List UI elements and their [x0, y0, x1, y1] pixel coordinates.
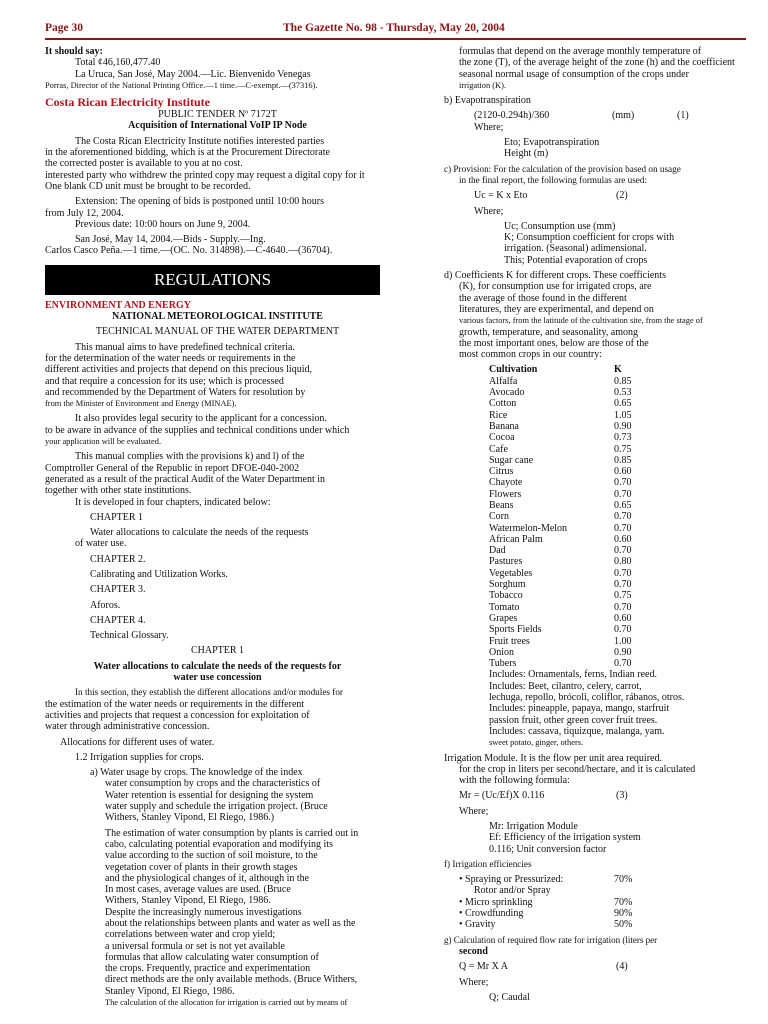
k-table-crop: Sorghum: [489, 579, 526, 591]
formula-1-unit: (mm): [612, 110, 635, 122]
paragraph-line: and that require a concession for its use; which is processed: [45, 375, 284, 387]
correction-sig2: Porras, Director of the National Printing Office.—1 time.—C-exempt.—(37316).: [45, 80, 318, 90]
formula-3-number: (3): [616, 790, 628, 802]
chapter-1-title-cont: of water use.: [75, 538, 127, 550]
chapter-2-label: CHAPTER 2.: [90, 553, 146, 565]
allocations-heading: Allocations for different uses of water.: [60, 736, 215, 748]
k-table-crop: Chayote: [489, 477, 523, 489]
correction-total: Total ¢46,160,477.40: [75, 57, 161, 69]
k-table-crop: Dad: [489, 545, 506, 557]
item-a-line: Withers, Stanley Vipond, El Riego, 1986.): [105, 812, 275, 824]
formula-intro-line: the zone (T), of the average height of the zone (h) and the coefficient: [459, 57, 735, 69]
tender-line: One blank CD unit must be brought to be recorded.: [45, 180, 251, 192]
k-table-row: [489, 556, 750, 567]
where-label: Where;: [474, 205, 504, 217]
k-table-crop: Grapes: [489, 612, 518, 624]
efficiency-value: 70%: [614, 874, 633, 886]
chapter-subtitle: Water allocations to calculate the needs of the requests for: [93, 660, 342, 672]
where-item: K; Consumption coefficient for crops with: [504, 232, 675, 244]
k-table-crop: Tubers: [489, 658, 517, 670]
correction-heading: It should say:: [45, 46, 103, 57]
k-table-value: 0.75: [614, 590, 632, 602]
k-table-value: 0.70: [614, 477, 632, 489]
regulations-banner: REGULATIONS: [45, 265, 380, 295]
k-table-row: [489, 500, 750, 511]
includes-line: Includes: pineapple, papaya, mango, starfruit: [489, 703, 670, 715]
formula-1: [444, 110, 750, 121]
k-table-crop: Avocado: [489, 387, 525, 399]
paragraph-line: the estimation of the water needs or requirements in the different: [45, 698, 305, 710]
paragraph-line: It is developed in four chapters, indicated below:: [75, 496, 271, 508]
k-table-value: 0.90: [614, 646, 632, 658]
formula-4-number: (4): [616, 961, 628, 973]
efficiency-row: [459, 897, 750, 908]
item-f-label: f) Irrigation efficiencies: [444, 858, 532, 869]
k-table-crop: Flowers: [489, 488, 522, 500]
k-table-row: [489, 376, 750, 387]
k-table-crop: Onion: [489, 646, 514, 658]
k-table-header-crop: Cultivation: [489, 364, 538, 376]
formula-1-expr: (2120-0.294h)/360: [474, 110, 550, 122]
item-g-line: g) Calculation of required flow rate for irrigation (liters per: [444, 934, 658, 945]
k-coefficient-table: [489, 364, 750, 669]
k-table-value: 0.80: [614, 556, 632, 568]
estimation-line: and the physiological changes of it, although in the: [105, 872, 310, 884]
item-d-line: (K), for consumption use for irrigated crops, are: [459, 281, 652, 293]
efficiency-method: Rotor and/or Spray: [474, 885, 551, 897]
k-table-row: [489, 398, 750, 409]
paragraph-line: and recommended by the Department of Waters for resolution by: [45, 386, 306, 398]
item-d-line: growth, temperature, and seasonality, among: [459, 326, 639, 338]
k-table-crop: African Palm: [489, 533, 543, 545]
k-table-value: 0.75: [614, 443, 632, 455]
includes-line: Includes: Beet, cilantro, celery, carrot,: [489, 680, 642, 692]
tender-title: Acquisition of International VoIP IP Node: [128, 120, 307, 132]
k-table-value: 0.70: [614, 511, 632, 523]
where-item: Eto; Evapotranspiration: [504, 137, 600, 149]
paragraph-line: This manual complies with the provisions k) and l) of the: [75, 451, 305, 463]
manual-title: TECHNICAL MANUAL OF THE WATER DEPARTMENT: [95, 326, 340, 338]
k-table-value: 0.70: [614, 579, 632, 591]
item-e-line: Irrigation Module. It is the flow per unit area required.: [444, 752, 662, 764]
includes-line: Includes: cassava, tiquizque, malanga, yam.: [489, 725, 665, 737]
k-table-row: [489, 613, 750, 624]
k-table-crop: Cocoa: [489, 432, 515, 444]
k-table-crop: Rice: [489, 409, 508, 421]
estimation-line: direct methods are the only available methods. (Bruce Withers,: [105, 974, 358, 986]
k-table-crop: Sports Fields: [489, 624, 542, 636]
k-table-row: [489, 387, 750, 398]
paragraph-line: This manual aims to have predefined technical criteria.: [75, 341, 295, 353]
efficiency-method: • Crowdfunding: [459, 908, 524, 920]
where-item: Mr: Irrigation Module: [489, 821, 578, 832]
k-table-crop: Fruit trees: [489, 635, 530, 647]
k-table-header-k: K: [614, 364, 622, 376]
estimation-line: Withers, Stanley Vipond, El Riego, 1986.: [105, 895, 271, 907]
paragraph-line: Comptroller General of the Republic in report DFOE-040-2002: [45, 462, 300, 474]
where-label: Where;: [459, 805, 489, 817]
ministry-heading: ENVIRONMENT AND ENERGY: [45, 299, 191, 311]
right-column: [444, 46, 750, 1003]
item-g-line: second: [459, 945, 488, 957]
k-table-row: [489, 432, 750, 443]
k-table-value: 0.85: [614, 375, 632, 387]
k-table-row: [489, 489, 750, 500]
paragraph-line: In this section, they establish the different allocations and/or modules for: [75, 687, 343, 698]
k-table-row: [489, 579, 750, 590]
where-label: Where;: [459, 976, 489, 988]
k-table-header: [489, 364, 750, 375]
item-d-line: d) Coefficients K for different crops. These coefficients: [444, 270, 666, 282]
where-item: Ef: Efficiency of the irrigation system: [489, 832, 641, 844]
tender-extension-date: from July 12, 2004.: [45, 207, 124, 219]
k-table-crop: Tobacco: [489, 590, 523, 602]
includes-line: passion fruit, other green cover fruit trees.: [489, 714, 658, 726]
chapter-heading: CHAPTER 1: [190, 645, 245, 657]
tender-previous: Previous date: 10:00 hours on June 9, 2004.: [75, 218, 251, 230]
k-table-row: [489, 477, 750, 488]
page-header: [45, 22, 749, 38]
tender-line: The Costa Rican Electricity Institute notifies interested parties: [75, 135, 325, 147]
k-table-row: [489, 410, 750, 421]
item-d-line: various factors, from the latitude of the cultivation site, from the stage of: [459, 316, 703, 326]
k-table-crop: Alfalfa: [489, 375, 518, 387]
k-table-row: [489, 534, 750, 545]
k-table-value: 0.73: [614, 432, 632, 444]
paragraph-line: from the Minister of Environment and Energy (MINAE).: [45, 399, 237, 409]
formula-intro-line: formulas that depend on the average monthly temperature of: [459, 46, 702, 57]
tender-sig2: Carlos Casco Peña.—1 time.—(OC. No. 314898).—C-4640.—(36704).: [45, 245, 333, 257]
where-item: 0.116; Unit conversion factor: [489, 843, 607, 855]
paragraph-line: your application will be evaluated.: [45, 437, 162, 447]
k-table-crop: Watermelon-Melon: [489, 522, 568, 534]
formula-intro-line: irrigation (K).: [459, 80, 506, 90]
chapter-3-label: CHAPTER 3.: [90, 584, 146, 596]
efficiency-row: [459, 885, 750, 896]
k-table-row: [489, 590, 750, 601]
estimation-line: cabo, calculating potential evaporation and modifying its: [105, 838, 333, 850]
k-table-value: 0.70: [614, 601, 632, 613]
item-d-line: the most important ones, below are those of the: [459, 337, 649, 349]
tender-sig1: San José, May 14, 2004.—Bids - Supply.—Ing.: [75, 234, 266, 246]
includes-line: lechuga, repollo, brócoli, coliflor, rábanos, otros.: [489, 692, 685, 704]
k-table-crop: Beans: [489, 499, 514, 511]
formula-3: [444, 790, 750, 801]
k-table-row: [489, 444, 750, 455]
k-table-value: 0.70: [614, 488, 632, 500]
k-table-value: 0.90: [614, 420, 632, 432]
k-table-value: 0.65: [614, 398, 632, 410]
tender-line: in the aforementioned bidding, which is at the Procurement Directorate: [45, 147, 330, 159]
formula-4-expr: Q = Mr X A: [459, 961, 508, 973]
where-item: irrigation. (Seasonal) adimensional.: [504, 243, 647, 255]
efficiency-method: • Gravity: [459, 919, 496, 931]
paragraph-line: It also provides legal security to the applicant for a concession.: [75, 413, 327, 425]
estimation-line: correlations between water and crop yield;: [105, 929, 276, 941]
item-a-line: water supply and schedule the irrigation project. (Bruce: [105, 801, 328, 813]
k-table-row: [489, 636, 750, 647]
item-e-line: with the following formula:: [459, 775, 570, 787]
chapter-2-title: Calibrating and Utilization Works.: [90, 568, 228, 580]
tender-line: interested party who withdrew the printed copy may request a digital copy for it: [45, 169, 365, 181]
where-label: Where;: [474, 121, 504, 133]
efficiency-method: • Spraying or Pressurized:: [459, 874, 564, 886]
chapter-1-title: Water allocations to calculate the needs of the requests: [90, 527, 309, 539]
item-a-line: a) Water usage by crops. The knowledge of the index: [90, 767, 303, 779]
efficiency-row: [459, 908, 750, 919]
item-e-line: for the crop in liters per second/hectare, and it is calculated: [459, 763, 696, 775]
chapter-3-title: Aforos.: [90, 599, 121, 611]
k-table-row: [489, 421, 750, 432]
k-table-crop: Corn: [489, 511, 509, 523]
estimation-line: formulas that allow calculating water consumption of: [105, 951, 319, 963]
k-table-crop: Pastures: [489, 556, 523, 568]
formula-4: [444, 961, 750, 972]
where-item: Height (m): [504, 148, 549, 160]
where-item: Uc; Consumption use (mm): [504, 220, 616, 232]
item-d-line: the average of those found in the different: [459, 292, 627, 304]
chapter-4-title: Technical Glossary.: [90, 630, 169, 642]
k-table-value: 0.85: [614, 454, 632, 466]
estimation-line: vegetation cover of plants in their growth stages: [105, 861, 298, 873]
k-table-value: 0.60: [614, 466, 632, 478]
efficiency-value: 70%: [614, 896, 633, 908]
item-c-line: in the final report, the following formulas are used:: [459, 174, 648, 185]
k-table-row: [489, 602, 750, 613]
includes-line: Includes: Ornamentals, ferns, Indian reed.: [489, 669, 657, 681]
item-d-line: literatures, they are experimental, and depend on: [459, 303, 654, 315]
estimation-line: the crops. Frequently, practice and experimentation: [105, 963, 311, 975]
tender-line: the corrected poster is available to you at no cost.: [45, 158, 243, 170]
k-table-value: 0.70: [614, 658, 632, 670]
paragraph-line: together with other state institutions.: [45, 485, 192, 497]
k-table-value: 0.60: [614, 612, 632, 624]
paragraph-line: to be aware in advance of the supplies and technical conditions under which: [45, 424, 350, 436]
item-a-line: Water retention is essential for designing the system: [105, 789, 314, 801]
k-table-crop: Vegetables: [489, 567, 533, 579]
k-table-crop: Cafe: [489, 443, 508, 455]
estimation-line: about the relationships between plants and water as well as the: [105, 918, 356, 929]
k-table-row: [489, 523, 750, 534]
paragraph-line: for the determination of the water needs or requirements in the: [45, 352, 296, 364]
k-table-value: 0.60: [614, 533, 632, 545]
efficiency-value: 50%: [614, 919, 633, 931]
k-table-row: [489, 624, 750, 635]
k-table-crop: Sugar cane: [489, 454, 534, 466]
gazette-title: The Gazette No. 98 - Thursday, May 20, 2004: [283, 22, 505, 34]
institute-heading: NATIONAL METEOROLOGICAL INSTITUTE: [112, 311, 323, 323]
k-table-crop: Citrus: [489, 466, 514, 478]
estimation-line: The estimation of water consumption by plants is carried out in: [105, 827, 359, 839]
k-table-row: [489, 545, 750, 556]
k-table-value: 0.70: [614, 624, 632, 636]
estimation-line: Stanley Vipond, El Riego, 1986.: [105, 985, 235, 997]
k-table-crop: Tomato: [489, 601, 520, 613]
tender-extension: Extension: The opening of bids is postponed until 10:00 hours: [75, 196, 324, 208]
paragraph-line: water through administrative concession.: [45, 721, 210, 733]
paragraph-line: different activities and projects that depend on this precious liquid,: [45, 364, 312, 376]
k-table-row: [489, 455, 750, 466]
efficiency-table: [444, 874, 750, 930]
k-table-value: 0.53: [614, 387, 632, 399]
item-a-line: water consumption by crops and the characteristics of: [105, 778, 321, 790]
k-table-crop: Banana: [489, 420, 519, 432]
left-column: [45, 46, 390, 1008]
includes-line: sweet potato, ginger, others.: [489, 738, 584, 748]
formula-2-expr: Uc = K x Eto: [474, 190, 528, 202]
chapter-4-label: CHAPTER 4.: [90, 614, 146, 626]
k-table-value: 0.70: [614, 522, 632, 534]
k-table-value: 1.00: [614, 635, 632, 647]
item-c-line: c) Provision: For the calculation of the provision based on usage: [444, 163, 681, 174]
item-d-line: most common crops in our country:: [459, 349, 603, 361]
page-number: Page 30: [45, 22, 84, 34]
item-b-label: b) Evapotranspiration: [444, 95, 531, 107]
where-item: Q; Caudal: [489, 991, 530, 1003]
k-table-value: 0.70: [614, 567, 632, 579]
k-table-row: [489, 511, 750, 522]
section-1-2: 1.2 Irrigation supplies for crops.: [75, 751, 204, 763]
formula-2-number: (2): [616, 190, 628, 202]
efficiency-row: [459, 919, 750, 930]
paragraph-line: activities and projects that request a concession for exploitation of: [45, 709, 310, 721]
estimation-line: value according to the suction of soil moisture, to the: [105, 850, 318, 862]
estimation-line: a universal formula or set is not yet available: [105, 940, 285, 952]
tender-org: Costa Rican Electricity Institute: [45, 95, 210, 110]
where-item: This; Potential evaporation of crops: [504, 254, 648, 266]
estimation-line: In most cases, average values are used. (Bruce: [105, 884, 291, 896]
k-table-row: [489, 466, 750, 477]
formula-1-number: (1): [677, 110, 689, 122]
formula-3-expr: Mr = (Uc/Ef)X 0.116: [459, 790, 545, 802]
estimation-line: Despite the increasingly numerous investigations: [105, 906, 302, 918]
formula-intro-line: seasonal normal usage of consumption of the crops under: [459, 68, 689, 80]
estimation-last-line: The calculation of the allocation for irrigation is carried out by means of: [105, 998, 348, 1008]
k-table-row: [489, 658, 750, 669]
k-table-row: [489, 568, 750, 579]
k-table-value: 1.05: [614, 409, 632, 421]
k-table-crop: Cotton: [489, 398, 517, 410]
efficiency-value: 90%: [614, 908, 633, 920]
efficiency-row: [459, 874, 750, 885]
formula-2: [444, 190, 750, 201]
header-rule: [45, 38, 746, 40]
k-table-value: 0.65: [614, 499, 632, 511]
tender-number: PUBLIC TENDER Nº 7172T: [158, 109, 277, 121]
correction-sig1: La Uruca, San José, May 2004.—Lic. Bienvenido Venegas: [75, 68, 311, 80]
paragraph-line: generated as a result of the practical Audit of the Water Department in: [45, 473, 326, 485]
chapter-subtitle-cont: water use concession: [173, 672, 262, 684]
chapter-1-label: CHAPTER 1: [90, 511, 144, 523]
k-table-row: [489, 647, 750, 658]
efficiency-method: • Micro sprinkling: [459, 896, 533, 908]
k-table-value: 0.70: [614, 545, 632, 557]
